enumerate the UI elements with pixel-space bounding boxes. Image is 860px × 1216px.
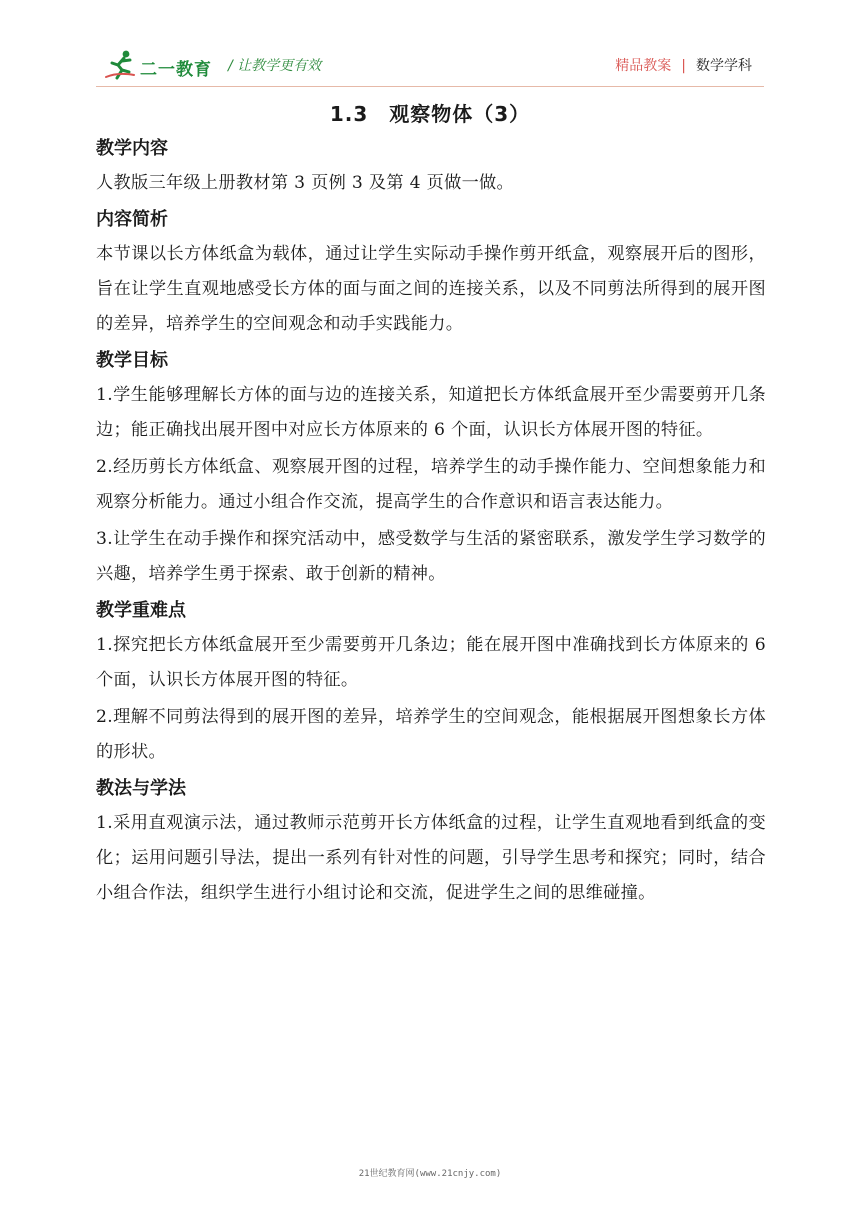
section-heading-content: 教学内容 [96, 138, 168, 159]
paragraph: 人教版三年级上册教材第 3 页例 3 及第 4 页做一做。 [96, 173, 515, 193]
paragraph: 2.经历剪长方体纸盒、观察展开图的过程，培养学生的动手操作能力、空间想象能力和观察分析能力。通过小组合作交流，提高学生的合作意识和语言表达能力。 [96, 457, 766, 512]
paragraph: 1.探究把长方体纸盒展开至少需要剪开几条边；能在展开图中准确找到长方体原来的 6 个面，认识长方体展开图的特征。 [96, 635, 766, 690]
section-heading-objectives: 教学目标 [96, 350, 168, 371]
page-title: 1.3 观察物体（3） [329, 102, 531, 126]
page-footer: 21世纪教育网(www.21cnjy.com) [358, 1169, 502, 1179]
slogan: / 让教学更有效 [228, 58, 322, 74]
runner-logo-icon [104, 48, 140, 82]
paragraph: 1.学生能够理解长方体的面与边的连接关系，知道把长方体纸盒展开至少需要剪开几条边；能正确找出展开图中对应长方体原来的 6 个面，认识长方体展开图的特征。 [96, 385, 766, 440]
page-header [0, 0, 860, 90]
subject-label: 数学学科 [696, 58, 752, 74]
category-separator: | [681, 58, 686, 74]
header-category [615, 55, 752, 75]
section-heading-key-points: 教学重难点 [96, 600, 186, 621]
category-label: 精品教案 [615, 58, 672, 74]
logo [104, 48, 222, 82]
section-heading-analysis: 内容简析 [96, 209, 168, 230]
paragraph: 本节课以长方体纸盒为载体，通过让学生实际动手操作剪开纸盒，观察展开后的图形，旨在让学生直观地感受长方体的面与面之间的连接关系，以及不同剪法所得到的展开图的差异，培养学生的空间观念和动手实践能力。 [96, 244, 766, 334]
paragraph: 3.让学生在动手操作和探究活动中，感受数学与生活的紧密联系，激发学生学习数学的兴趣，培养学生勇于探索、敢于创新的精神。 [96, 529, 766, 584]
paragraph: 1.采用直观演示法，通过教师示范剪开长方体纸盒的过程，让学生直观地看到纸盒的变化；运用问题引导法，提出一系列有针对性的问题，引导学生思考和探究；同时，结合小组合作法，组织学生进行小组讨论和交流，促进学生之间的思维碰撞。 [96, 813, 766, 903]
logo-text: 二一教育 [140, 60, 212, 80]
document-body [96, 132, 766, 913]
section-heading-methods: 教法与学法 [96, 778, 186, 799]
paragraph: 2.理解不同剪法得到的展开图的差异，培养学生的空间观念，能根据展开图想象长方体的形状。 [96, 707, 766, 762]
header-divider [96, 86, 764, 87]
